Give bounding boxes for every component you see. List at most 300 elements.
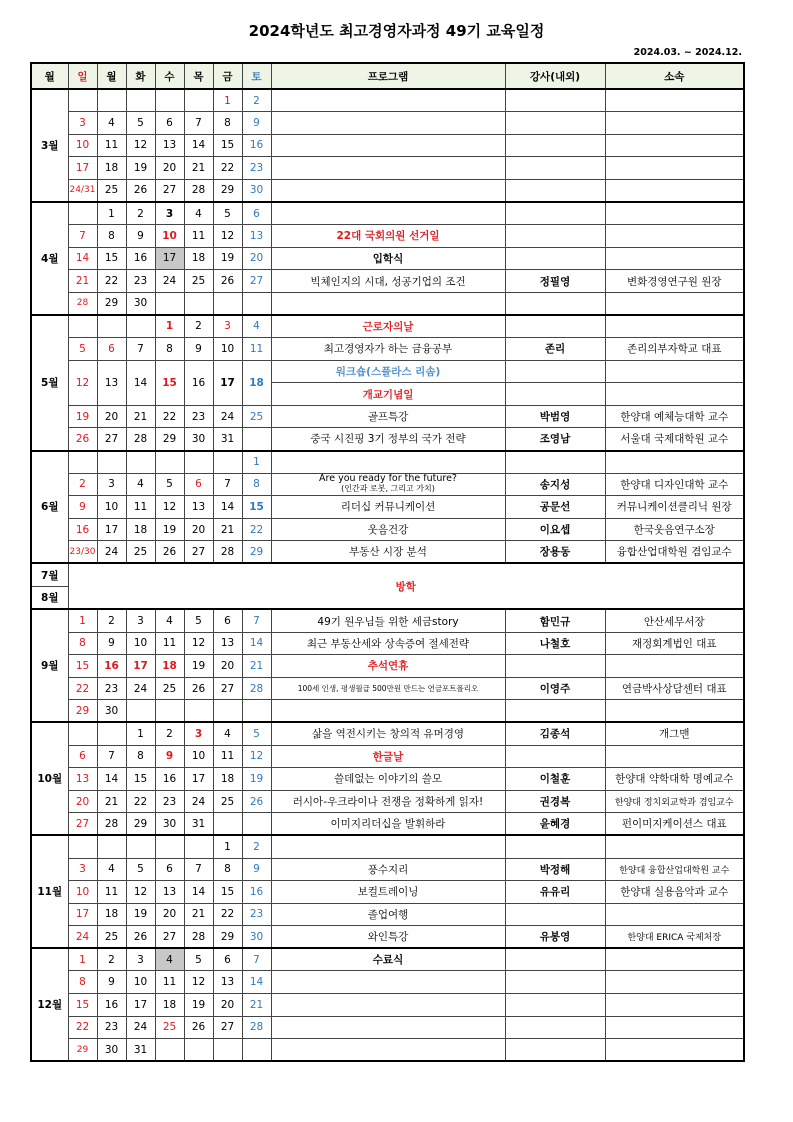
day-cell [242,292,271,315]
program-cell: 이미지리더십을 발휘하라 [271,813,505,836]
lecturer-cell [505,112,605,135]
day-cell: 1 [155,315,184,338]
day-cell: 9 [155,745,184,768]
program-cell [271,700,505,723]
day-cell: 13 [68,768,97,791]
day-cell: 19 [126,903,155,926]
day-cell: 27 [97,428,126,451]
day-cell: 14 [213,496,242,519]
day-cell: 3 [97,473,126,496]
table-row [31,428,744,451]
day-cell: 20 [155,157,184,180]
day-cell: 29 [213,179,242,202]
affiliation-cell: 한양대 실용음악과 교수 [605,881,744,904]
month-label: 5월 [31,315,68,451]
day-cell: 23 [184,405,213,428]
day-cell: 23 [97,1016,126,1039]
day-cell: 11 [97,881,126,904]
program-cell: 49기 원우님들 위한 세금story [271,609,505,632]
day-cell [184,835,213,858]
header-sun: 일 [68,63,97,89]
day-cell: 19 [68,405,97,428]
lecturer-cell: 김종석 [505,722,605,745]
day-cell: 8 [97,225,126,248]
day-cell: 31 [184,813,213,836]
day-cell: 17 [68,903,97,926]
day-cell: 2 [126,202,155,225]
table-row [31,835,744,858]
day-cell: 2 [97,609,126,632]
day-cell [155,89,184,112]
lecturer-cell: 정필영 [505,270,605,293]
day-cell: 2 [68,473,97,496]
day-cell: 28 [97,813,126,836]
day-cell: 24/31 [68,179,97,202]
day-cell: 24 [126,1016,155,1039]
program-cell [271,292,505,315]
day-cell: 2 [184,315,213,338]
day-cell: 17 [97,518,126,541]
program-cell: 수료식 [271,948,505,971]
day-cell: 21 [126,405,155,428]
month-label: 12월 [31,948,68,1061]
table-row [31,134,744,157]
program-cell: 골프특강 [271,405,505,428]
day-cell: 28 [126,428,155,451]
day-cell: 14 [126,360,155,405]
day-cell: 22 [68,677,97,700]
day-cell [155,1039,184,1062]
day-cell: 13 [213,632,242,655]
day-cell: 26 [126,179,155,202]
day-cell: 20 [242,247,271,270]
day-cell [126,700,155,723]
day-cell: 25 [126,541,155,564]
day-cell: 21 [68,270,97,293]
lecturer-cell [505,835,605,858]
program-cell: 중국 시진핑 3기 정부의 국가 전략 [271,428,505,451]
day-cell: 4 [184,202,213,225]
day-cell: 24 [97,541,126,564]
table-row [31,948,744,971]
day-cell [68,315,97,338]
day-cell [126,89,155,112]
day-cell: 8 [155,338,184,361]
program-cell: 근로자의날 [271,315,505,338]
day-cell: 18 [155,994,184,1017]
table-row [31,994,744,1017]
day-cell: 4 [213,722,242,745]
day-cell: 11 [126,496,155,519]
day-cell: 18 [184,247,213,270]
day-cell: 26 [155,541,184,564]
day-cell: 1 [97,202,126,225]
schedule-table [30,62,745,1062]
day-cell: 12 [184,971,213,994]
day-cell: 20 [184,518,213,541]
day-cell: 25 [184,270,213,293]
day-cell: 9 [184,338,213,361]
day-cell: 14 [242,632,271,655]
day-cell: 24 [126,677,155,700]
day-cell: 18 [97,903,126,926]
program-cell: 한글날 [271,745,505,768]
month-label: 9월 [31,609,68,722]
day-cell: 3 [126,609,155,632]
day-cell: 12 [242,745,271,768]
day-cell: 31 [213,428,242,451]
header-fri: 금 [213,63,242,89]
day-cell: 23/30 [68,541,97,564]
day-cell: 29 [68,700,97,723]
table-row [31,496,744,519]
affiliation-cell [605,994,744,1017]
day-cell: 4 [97,858,126,881]
lecturer-cell: 박정해 [505,858,605,881]
day-cell: 7 [184,112,213,135]
day-cell: 14 [184,134,213,157]
day-cell: 12 [213,225,242,248]
affiliation-cell: 한양대 디자인대학 교수 [605,473,744,496]
day-cell: 25 [155,1016,184,1039]
day-cell: 7 [97,745,126,768]
day-cell: 3 [184,722,213,745]
day-cell: 27 [242,270,271,293]
lecturer-cell [505,202,605,225]
day-cell: 27 [68,813,97,836]
day-cell: 8 [213,112,242,135]
day-cell: 23 [242,903,271,926]
day-cell: 2 [242,89,271,112]
day-cell [68,722,97,745]
day-cell [184,451,213,474]
affiliation-cell [605,655,744,678]
day-cell: 23 [155,790,184,813]
day-cell: 4 [155,609,184,632]
lecturer-cell: 이철훈 [505,768,605,791]
day-cell: 25 [155,677,184,700]
affiliation-cell [605,315,744,338]
day-cell: 10 [184,745,213,768]
day-cell [68,202,97,225]
page-title: 2024학년도 최고경영자과정 49기 교육일정 [248,22,545,40]
day-cell: 20 [213,994,242,1017]
table-row [31,1039,744,1062]
day-cell: 10 [213,338,242,361]
affiliation-cell [605,903,744,926]
program-cell [271,1016,505,1039]
affiliation-cell: 재정회계법인 대표 [605,632,744,655]
program-cell: 웃음건강 [271,518,505,541]
program-cell: 100세 인생, 평생월급 500만원 만드는 연금포트폴리오 [271,677,505,700]
day-cell: 13 [242,225,271,248]
header-affiliation: 소속 [605,63,744,89]
table-row [31,971,744,994]
day-cell: 16 [97,994,126,1017]
program-cell: 삶을 역전시키는 창의적 유머경영 [271,722,505,745]
day-cell: 11 [213,745,242,768]
table-row [31,360,744,383]
lecturer-cell: 조영남 [505,428,605,451]
day-cell [97,835,126,858]
program-cell: 졸업여행 [271,903,505,926]
program-cell: 빅체인지의 시대, 성공기업의 조건 [271,270,505,293]
day-cell: 26 [126,926,155,949]
day-cell: 16 [184,360,213,405]
day-cell: 23 [97,677,126,700]
day-cell: 12 [126,134,155,157]
day-cell: 16 [68,518,97,541]
day-cell: 10 [68,134,97,157]
affiliation-cell: 서울대 국제대학원 교수 [605,428,744,451]
day-cell: 24 [184,790,213,813]
day-cell [213,700,242,723]
day-cell: 12 [155,496,184,519]
day-cell [213,1039,242,1062]
header-month: 월 [31,63,68,89]
program-cell: 입학식 [271,247,505,270]
day-cell: 2 [242,835,271,858]
program-cell: 최고경영자가 하는 금융공부 [271,338,505,361]
lecturer-cell: 송지성 [505,473,605,496]
affiliation-cell [605,157,744,180]
day-cell: 21 [184,157,213,180]
program-cell [271,1039,505,1062]
day-cell: 13 [213,971,242,994]
day-cell: 17 [213,360,242,405]
day-cell [213,451,242,474]
day-cell: 24 [213,405,242,428]
program-cell [271,89,505,112]
day-cell: 28 [242,1016,271,1039]
affiliation-cell: 한국웃음연구소장 [605,518,744,541]
day-cell: 30 [155,813,184,836]
day-cell: 13 [155,134,184,157]
table-row [31,225,744,248]
table-row [31,926,744,949]
month-label: 3월 [31,89,68,202]
day-cell: 30 [242,179,271,202]
table-row [31,700,744,723]
lecturer-cell [505,383,605,406]
table-row [31,677,744,700]
day-cell: 29 [155,428,184,451]
day-cell: 20 [213,655,242,678]
table-row [31,858,744,881]
day-cell: 28 [68,292,97,315]
day-cell: 19 [184,655,213,678]
program-cell [271,179,505,202]
day-cell [184,700,213,723]
program-cell: 부동산 시장 분석 [271,541,505,564]
day-cell: 15 [68,994,97,1017]
day-cell: 6 [155,112,184,135]
lecturer-cell: 존리 [505,338,605,361]
day-cell: 29 [126,813,155,836]
affiliation-cell [605,89,744,112]
day-cell: 6 [97,338,126,361]
day-cell: 5 [242,722,271,745]
day-cell: 1 [126,722,155,745]
lecturer-cell [505,655,605,678]
day-cell: 18 [155,655,184,678]
day-cell [97,315,126,338]
header-sat: 토 [242,63,271,89]
day-cell: 3 [68,112,97,135]
lecturer-cell: 유봉영 [505,926,605,949]
month-label: 7월 [31,563,68,586]
day-cell: 22 [155,405,184,428]
day-cell: 11 [97,134,126,157]
day-cell: 26 [184,677,213,700]
program-cell: 쓸데없는 이야기의 쓸모 [271,768,505,791]
day-cell [68,835,97,858]
day-cell: 5 [213,202,242,225]
program-cell: 추석연휴 [271,655,505,678]
day-cell: 4 [155,948,184,971]
day-cell: 16 [155,768,184,791]
day-cell: 31 [126,1039,155,1062]
day-cell: 3 [155,202,184,225]
day-cell: 15 [213,134,242,157]
table-row [31,247,744,270]
vacation-row [31,563,744,586]
day-cell: 9 [126,225,155,248]
day-cell: 27 [184,541,213,564]
lecturer-cell [505,89,605,112]
table-row [31,202,744,225]
lecturer-cell [505,134,605,157]
lecturer-cell: 함민규 [505,609,605,632]
day-cell [242,700,271,723]
day-cell: 1 [213,835,242,858]
day-cell: 9 [242,858,271,881]
day-cell: 7 [68,225,97,248]
day-cell: 6 [184,473,213,496]
day-cell: 9 [97,971,126,994]
affiliation-cell [605,451,744,474]
lecturer-cell [505,971,605,994]
header-thu: 목 [184,63,213,89]
day-cell: 10 [68,881,97,904]
day-cell: 16 [97,655,126,678]
day-cell: 26 [242,790,271,813]
day-cell: 20 [155,903,184,926]
lecturer-cell [505,315,605,338]
lecturer-cell [505,1039,605,1062]
month-label: 10월 [31,722,68,835]
program-cell: 리더십 커뮤니케이션 [271,496,505,519]
day-cell: 5 [184,609,213,632]
table-row [31,89,744,112]
day-cell [155,451,184,474]
affiliation-cell [605,360,744,383]
day-cell: 30 [97,1039,126,1062]
day-cell: 5 [68,338,97,361]
program-cell: 풍수지리 [271,858,505,881]
day-cell: 22 [126,790,155,813]
day-cell: 17 [155,247,184,270]
day-cell: 16 [126,247,155,270]
day-cell [242,813,271,836]
day-cell: 29 [213,926,242,949]
table-row [31,813,744,836]
day-cell: 21 [97,790,126,813]
day-cell: 6 [68,745,97,768]
day-cell: 30 [126,292,155,315]
header-row [31,63,744,89]
day-cell: 5 [126,858,155,881]
lecturer-cell: 나철호 [505,632,605,655]
table-row [31,473,744,496]
affiliation-cell: 안산세무서장 [605,609,744,632]
day-cell [213,813,242,836]
day-cell: 26 [68,428,97,451]
lecturer-cell [505,157,605,180]
day-cell: 9 [242,112,271,135]
day-cell: 11 [242,338,271,361]
affiliation-cell [605,835,744,858]
program-cell: 와인특강 [271,926,505,949]
affiliation-cell [605,971,744,994]
day-cell: 5 [126,112,155,135]
table-row [31,881,744,904]
program-cell [271,971,505,994]
day-cell: 30 [184,428,213,451]
day-cell: 8 [68,971,97,994]
day-cell: 10 [155,225,184,248]
header-lecturer: 강사(내외) [505,63,605,89]
day-cell: 19 [155,518,184,541]
program-subtitle: (인간과 로봇, 그리고 가치) [341,484,435,494]
day-cell: 28 [213,541,242,564]
affiliation-cell: 커뮤니케이션클리닉 원장 [605,496,744,519]
lecturer-cell [505,903,605,926]
day-cell: 23 [126,270,155,293]
table-row [31,112,744,135]
day-cell: 10 [126,632,155,655]
affiliation-cell [605,292,744,315]
lecturer-cell [505,1016,605,1039]
program-cell [271,473,505,496]
day-cell [242,1039,271,1062]
affiliation-cell: 한양대 약학대학 명예교수 [605,768,744,791]
lecturer-cell: 박범영 [505,405,605,428]
program-cell [271,112,505,135]
day-cell: 18 [213,768,242,791]
day-cell: 9 [97,632,126,655]
day-cell: 21 [242,994,271,1017]
day-cell: 9 [68,496,97,519]
day-cell: 27 [213,677,242,700]
day-cell: 29 [242,541,271,564]
day-cell: 3 [68,858,97,881]
day-cell: 15 [242,496,271,519]
header-program: 프로그램 [271,63,505,89]
day-cell: 10 [126,971,155,994]
affiliation-cell: 한양대 예체능대학 교수 [605,405,744,428]
day-cell: 7 [213,473,242,496]
day-cell: 21 [213,518,242,541]
table-row [31,338,744,361]
day-cell: 25 [242,405,271,428]
header-mon: 월 [97,63,126,89]
day-cell: 14 [242,971,271,994]
day-cell [126,451,155,474]
affiliation-cell [605,134,744,157]
month-label: 4월 [31,202,68,315]
day-cell: 15 [155,360,184,405]
